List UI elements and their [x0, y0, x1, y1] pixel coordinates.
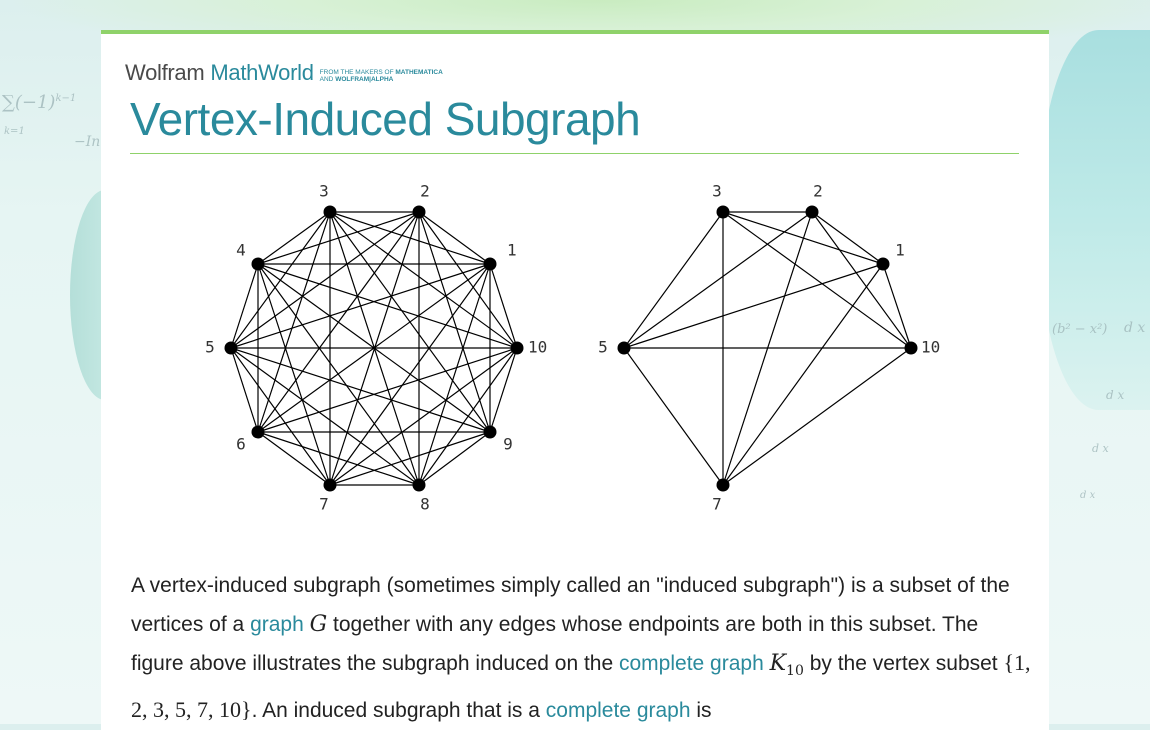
complete-graph-edge-6-8 [258, 432, 419, 485]
complete-graph-edge-7-10 [330, 348, 517, 485]
complete-graph-vertex-label-1: 1 [507, 240, 517, 260]
induced-subgraph-edge-3-10 [723, 212, 911, 348]
complete-graph-vertex-1 [484, 258, 497, 271]
background-formula: $\sum(-1)^{k-1}$ [2, 92, 77, 113]
complete-graph-vertex-label-6: 6 [236, 434, 246, 454]
induced-subgraph-edge-2-5 [624, 212, 812, 348]
complete-graph-edge-1-2 [419, 212, 490, 264]
induced-subgraph-edge-1-2 [812, 212, 883, 264]
math-vertex-set: {1, 2, 3, 5, 7, 10} [131, 650, 1031, 722]
complete-graph-vertex-9 [484, 426, 497, 439]
background-formula: d x [1124, 320, 1146, 336]
induced-subgraph-vertex-5 [618, 342, 631, 355]
background-formula: k=1 [4, 126, 25, 137]
background-formula: d x [1080, 490, 1096, 501]
page-title: Vertex-Induced Subgraph [130, 93, 641, 145]
complete-graph-edge-6-7 [258, 432, 330, 485]
graph-edges [231, 212, 911, 485]
complete-graph-edge-4-8 [258, 264, 419, 485]
complete-graph-vertex-7 [324, 479, 337, 492]
complete-graph-edge-5-9 [231, 348, 490, 432]
complete-graph-vertex-3 [324, 206, 337, 219]
induced-subgraph-vertex-label-2: 2 [813, 181, 823, 201]
induced-subgraph-vertex-1 [877, 258, 890, 271]
complete-graph-edge-8-9 [419, 432, 490, 485]
background-formula: −In [74, 134, 101, 150]
graph-illustration [101, 34, 1049, 534]
complete-graph-edge-5-6 [231, 348, 258, 432]
induced-subgraph-vertex-label-3: 3 [712, 181, 722, 201]
complete-graph-vertex-label-5: 5 [205, 337, 215, 357]
definition-paragraph: A vertex-induced subgraph (sometimes simply called an "induced subgraph") is a subset of the vertices of a graph G together with any edges whose endpoints are both in this subset. The figure above illustrates the subgraph induced on the complete graph $K_{10}$ by the vertex subset {1, 2, 3, 5, 7, 10}. An induced subgraph that is a complete graph is [131, 574, 1031, 722]
complete-graph-edge-7-9 [330, 432, 490, 485]
complete-graph-vertex-label-3: 3 [319, 181, 329, 201]
induced-subgraph-edge-1-7 [723, 264, 883, 485]
complete-graph-vertex-10 [511, 342, 524, 355]
background-formula: d x [1092, 442, 1109, 455]
complete-graph-vertex-label-4: 4 [236, 240, 246, 260]
logo-wolfram-text: Wolfram [125, 60, 205, 85]
induced-subgraph-edge-5-7 [624, 348, 723, 485]
induced-subgraph-edge-2-10 [812, 212, 911, 348]
complete-graph-link-2[interactable]: complete graph [545, 698, 691, 722]
logo-mathworld-text: MathWorld [210, 60, 314, 85]
induced-subgraph-edge-3-5 [624, 212, 723, 348]
math-G: G [309, 611, 328, 637]
logo-tagline: FROM THE MAKERS OF MATHEMATICA AND WOLFRAM|ALPHA [319, 69, 443, 83]
complete-graph-edge-4-10 [258, 264, 517, 348]
math-K10: $K_{10}$ [769, 651, 804, 679]
induced-subgraph-edge-7-10 [723, 348, 911, 485]
graph-link[interactable]: graph [250, 612, 304, 636]
complete-graph-edge-4-5 [231, 264, 258, 348]
complete-graph-edge-1-10 [490, 264, 517, 348]
complete-graph-vertex-6 [252, 426, 265, 439]
complete-graph-edge-5-7 [231, 348, 330, 485]
complete-graph-edge-8-10 [419, 348, 517, 485]
induced-subgraph-edge-1-5 [624, 264, 883, 348]
complete-graph-vertex-4 [252, 258, 265, 271]
complete-graph-edge-3-10 [330, 212, 517, 348]
complete-graph-edge-6-10 [258, 348, 517, 432]
complete-graph-vertex-8 [413, 479, 426, 492]
induced-subgraph-vertex-10 [905, 342, 918, 355]
complete-graph-edge-9-10 [490, 348, 517, 432]
complete-graph-edge-2-10 [419, 212, 517, 348]
induced-subgraph-vertex-label-1: 1 [895, 240, 905, 260]
induced-subgraph-vertex-label-7: 7 [712, 494, 722, 514]
induced-subgraph-vertex-7 [717, 479, 730, 492]
complete-graph-vertex-2 [413, 206, 426, 219]
content-card [101, 30, 1049, 730]
induced-subgraph-vertex-2 [806, 206, 819, 219]
complete-graph-vertex-5 [225, 342, 238, 355]
complete-graph-vertex-label-8: 8 [420, 494, 430, 514]
complete-graph-edge-2-9 [419, 212, 490, 432]
complete-graph-edge-3-9 [330, 212, 490, 432]
complete-graph-vertex-label-2: 2 [420, 181, 430, 201]
background-right-shape [1040, 30, 1150, 410]
complete-graph-edge-3-6 [258, 212, 330, 432]
complete-graph-edge-3-4 [258, 212, 330, 264]
induced-subgraph-vertex-3 [717, 206, 730, 219]
induced-subgraph-vertex-label-10: 10 [921, 337, 941, 357]
complete-graph-link[interactable]: complete graph [619, 652, 764, 675]
complete-graph-vertex-label-9: 9 [503, 434, 513, 454]
complete-graph-vertex-label-10: 10 [528, 337, 548, 357]
background-formula: (b² − x²) [1052, 322, 1108, 337]
background-formula: d x [1106, 388, 1125, 402]
induced-subgraph-vertex-label-5: 5 [598, 337, 608, 357]
complete-graph-edge-2-5 [231, 212, 419, 348]
complete-graph-vertex-label-7: 7 [319, 494, 329, 514]
induced-subgraph-edge-1-10 [883, 264, 911, 348]
